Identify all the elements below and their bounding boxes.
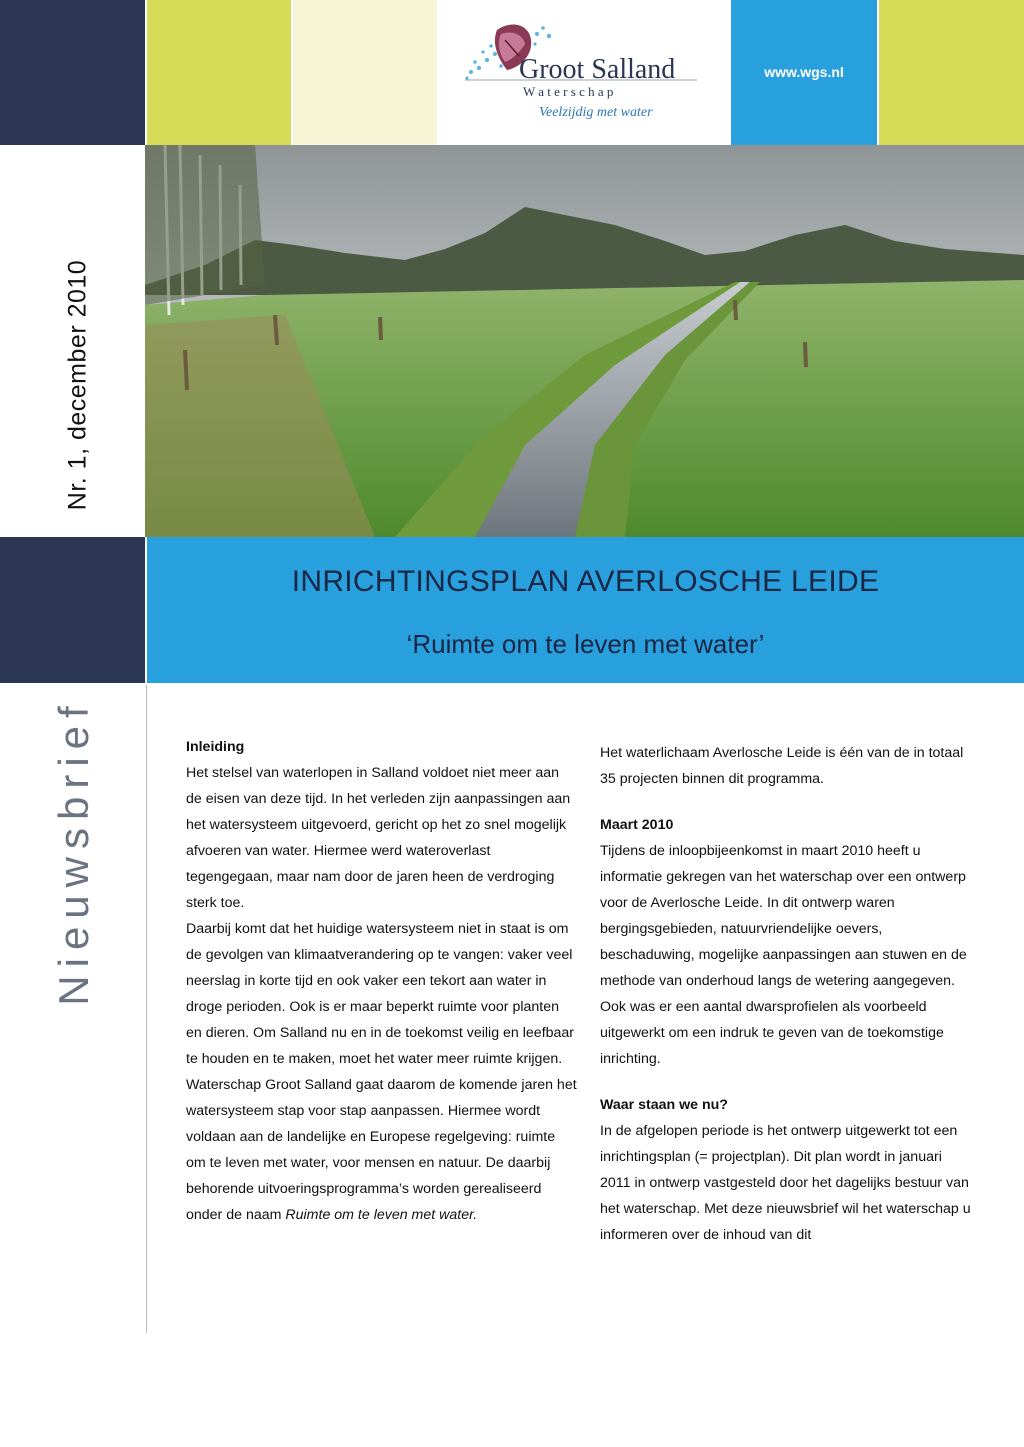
paragraph-intro-3-italic: Ruimte om te leven met water.: [285, 1207, 478, 1223]
page-subtitle: ‘Ruimte om te leven met water’: [406, 629, 765, 659]
cover-photo: [145, 145, 1024, 537]
logo-tagline: Veelzijdig met water: [539, 105, 653, 120]
title-navy-block: [0, 537, 145, 683]
section-heading-maart: Maart 2010: [600, 817, 674, 833]
right-column: [600, 740, 972, 1248]
logo-brand-text: Groot Salland: [519, 54, 676, 85]
vertical-divider: [146, 685, 147, 1333]
header-lime-block: [147, 0, 291, 145]
paragraph-intro-3-text: Waterschap Groot Salland gaat daarom de komende jaren het watersysteem stap voor stap aanpassen. Hiermee wordt voldaan aan de landelijke en Europese regelgeving: ruimte om te leven met water, voor mensen en natuur. De daarbij behorende uitvoeringsprogramma’s worden gerealiseerd onder de naam: [186, 1077, 577, 1223]
section-heading-waar-staan: Waar staan we nu?: [600, 1097, 728, 1113]
groot-salland-logo: [439, 0, 729, 145]
left-column: [186, 734, 578, 1228]
header-lime-block-right: [879, 0, 1024, 145]
side-label-text: Nieuwsbrief: [50, 698, 97, 1006]
title-band: [147, 537, 1024, 683]
logo-block: [439, 0, 729, 145]
issue-label-text: Nr. 1, december 2010: [63, 259, 92, 511]
paragraph-intro-3: [186, 1072, 578, 1228]
paragraph-maart: Tijdens de inloopbijeenkomst in maart 2010 heeft u informatie gekregen van het waterschap over een ontwerp voor de Averlosche Leide. In dit ontwerp waren bergingsgebieden, natuurvriendelijke oevers, beschaduwing, mogelijke aanpassingen aan stuwen en de methode van onderhoud langs de wetering aangegeven. Ook was er een aantal dwarsprofielen als voorbeeld uitgewerkt om een indruk te geven van de toekomstige inrichting.: [600, 843, 967, 1067]
paragraph-intro-1: Het stelsel van waterlopen in Salland voldoet niet meer aan de eisen van deze tijd. In het verleden zijn aanpassingen aan het watersysteem uitgevoerd, gericht op het zo snel mogelijk afvoeren van water. Hiermee werd wateroverlast tegengegaan, maar nam door de jaren heen de verdroging sterk toe.: [186, 765, 571, 911]
website-url[interactable]: www.wgs.nl: [764, 64, 844, 80]
paragraph-intro-2: Daarbij komt dat het huidige watersysteem niet in staat is om de gevolgen van klimaatverandering op te vangen: vaker veel neerslag in korte tijd en ook vaker een tekort aan water in droge perioden. Ook is er maar beperkt ruimte voor planten en dieren. Om Salland nu en in de toekomst veilig en leefbaar te houden en te maken, moet het water meer ruimte krijgen.: [186, 921, 575, 1067]
paragraph-waterlichaam: Het waterlichaam Averlosche Leide is één van de in totaal 35 projecten binnen dit programma.: [600, 745, 964, 787]
logo-sub-text: W a t e r s c h a p: [523, 84, 614, 99]
header-navy-block: [0, 0, 145, 145]
header-cream-block: [293, 0, 437, 145]
paragraph-waar-staan: In de afgelopen periode is het ontwerp uitgewerkt tot een inrichtingsplan (= projectplan). Dit plan wordt in januari 2011 in ontwerp vastgesteld door het dagelijks bestuur van het waterschap. Met deze nieuwsbrief wil het waterschap u informeren over de inhoud van dit: [600, 1123, 971, 1243]
page-title: INRICHTINGSPLAN AVERLOSCHE LEIDE: [291, 565, 880, 598]
header-url-block: [731, 0, 877, 145]
section-heading-inleiding: Inleiding: [186, 739, 245, 755]
